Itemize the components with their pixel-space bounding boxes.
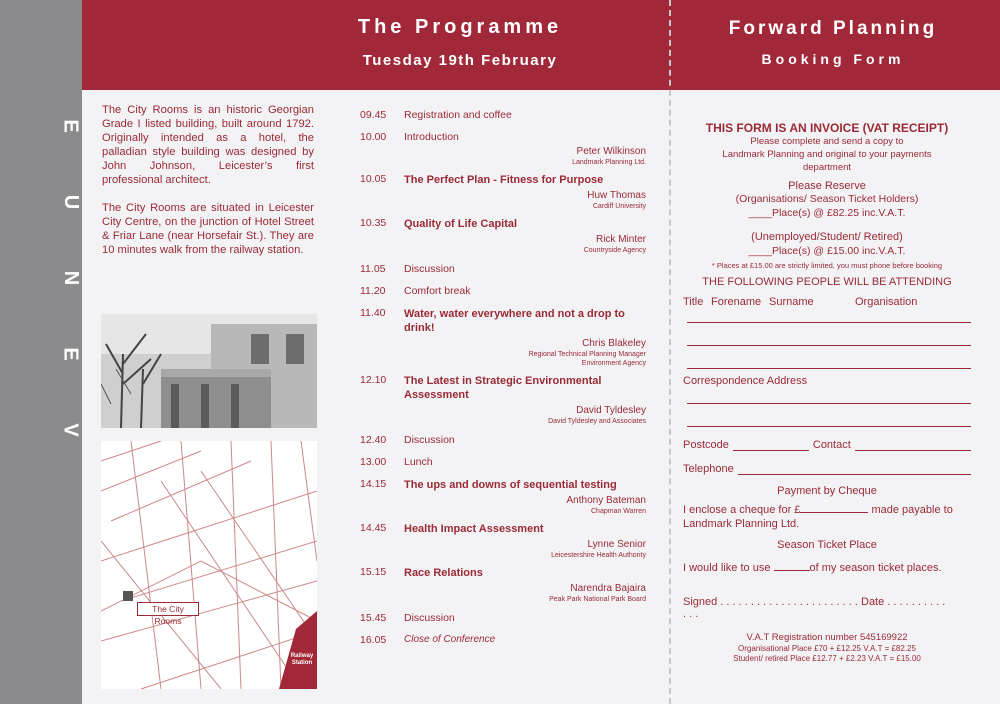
item-title: Discussion — [404, 434, 455, 446]
venue-letter: V — [60, 423, 82, 437]
item-time: 12.10 — [360, 374, 387, 386]
invoice-note: Please complete and send a copy to — [750, 136, 904, 147]
cheque-text: made payable to — [871, 504, 953, 516]
item-title: Race Relations — [404, 567, 483, 579]
programme-item — [360, 131, 646, 167]
map-station-label — [288, 653, 316, 667]
attendee-line[interactable] — [687, 345, 971, 346]
programme-list — [360, 109, 646, 654]
item-title: Discussion — [404, 263, 455, 275]
programme-item — [360, 217, 646, 255]
payment-heading: Payment by Cheque — [777, 485, 877, 497]
col-surname: Surname — [769, 296, 814, 308]
venue-strip — [0, 0, 82, 704]
signed-field[interactable]: Signed . . . . . . . . . . . . . . . . . . . . . . . . . . — [683, 596, 858, 620]
item-time: 15.15 — [360, 566, 387, 578]
item-speaker: Chris Blakeley — [582, 338, 646, 349]
item-time: 10.35 — [360, 217, 387, 229]
programme-item — [360, 612, 646, 624]
programme-item — [360, 566, 646, 604]
item-speaker: Rick Minter — [595, 234, 646, 245]
header-band — [82, 0, 1000, 90]
correspondence-label: Correspondence Address — [683, 375, 808, 387]
col-organisation: Organisation — [855, 296, 918, 308]
item-speaker: Narendra Bajaira — [570, 583, 646, 594]
programme-item — [360, 456, 646, 468]
map-city-rooms-label: The City Rooms — [137, 602, 199, 616]
reserve-orgs-place[interactable]: ____Place(s) @ £82.25 inc.V.A.T. — [748, 207, 906, 219]
season-line — [683, 561, 971, 574]
city-rooms-photo — [101, 314, 317, 428]
tear-off-divider — [669, 0, 671, 704]
item-time: 14.45 — [360, 522, 387, 534]
programme-title: The Programme — [357, 16, 563, 38]
telephone-field[interactable] — [738, 465, 971, 475]
item-title: The Latest in Strategic Environmental Assessment — [404, 375, 602, 401]
telephone-label: Telephone — [683, 463, 734, 475]
item-time: 15.45 — [360, 612, 387, 624]
item-affiliation: Chapman Warren — [591, 508, 646, 515]
location-map — [101, 441, 317, 689]
item-affiliation: Peak Park National Park Board — [549, 596, 646, 603]
item-affiliation: Cardiff University — [592, 203, 646, 210]
programme-item — [360, 522, 646, 560]
cheque-payee: Landmark Planning Ltd. — [683, 518, 800, 530]
programme-item — [360, 478, 646, 516]
item-time: 13.00 — [360, 456, 387, 468]
contact-label: Contact — [812, 439, 851, 451]
attendee-line[interactable] — [687, 322, 971, 323]
places-note: * Places at £15.00 are strictly limited, you must phone before booking — [711, 261, 943, 270]
col-title: Title — [683, 296, 704, 308]
item-title: Comfort break — [404, 285, 471, 297]
cheque-text: I enclose a cheque for £ — [683, 504, 801, 516]
item-time: 16.05 — [360, 634, 387, 646]
item-time: 10.00 — [360, 131, 387, 143]
item-speaker: Anthony Bateman — [566, 495, 646, 506]
station-line: Railway — [290, 653, 314, 659]
item-affiliation: Countryside Agency — [583, 247, 646, 254]
programme-item — [360, 434, 646, 446]
postcode-label: Postcode — [683, 439, 729, 451]
date-field[interactable]: Date . . . . . . . . . . — [861, 596, 946, 608]
item-title: Introduction — [404, 131, 459, 143]
venue-letter: E — [60, 347, 82, 361]
venue-vertical-heading — [33, 88, 82, 468]
col-forename: Forename — [711, 296, 762, 308]
item-time: 09.45 — [360, 109, 387, 121]
item-title: The ups and downs of sequential testing — [404, 479, 617, 491]
address-line[interactable] — [687, 426, 971, 427]
item-time: 14.15 — [360, 478, 387, 490]
programme-item — [360, 109, 646, 121]
attending-heading: THE FOLLOWING PEOPLE WILL BE ATTENDING — [702, 276, 952, 288]
address-line[interactable] — [687, 403, 971, 404]
venue-description — [102, 103, 314, 271]
item-title: Close of Conference — [404, 634, 496, 645]
telephone-row — [683, 463, 971, 475]
item-title: Water, water everywhere and not a drop to drink! — [404, 308, 625, 334]
item-affiliation: David Tyldesley and Associates — [548, 418, 646, 425]
attendee-line[interactable] — [687, 368, 971, 369]
item-affiliation: Leicestershire Health Authority — [551, 552, 646, 559]
invoice-heading: THIS FORM IS AN INVOICE (VAT RECEIPT) — [705, 121, 949, 135]
booking-title: Forward Planning — [728, 18, 938, 39]
item-title: Quality of Life Capital — [404, 218, 518, 230]
signature-row — [683, 596, 971, 620]
reserve-unemployed: (Unemployed/Student/ Retired) — [751, 231, 903, 243]
building-photo-illustration — [101, 314, 317, 428]
programme-item — [360, 374, 646, 426]
vat-registration: V.A.T Registration number 545169922 — [746, 632, 908, 643]
reserve-heading: Please Reserve — [788, 180, 866, 192]
item-affiliation: Regional Technical Planning Manager — [528, 351, 646, 358]
venue-letter: N — [59, 270, 82, 286]
reserve-unemployed-place[interactable]: ____Place(s) @ £15.00 inc.V.A.T. — [748, 245, 906, 257]
programme-date: Tuesday 19th February — [362, 52, 558, 69]
item-speaker: Huw Thomas — [587, 190, 646, 201]
postcode-field[interactable] — [733, 441, 809, 451]
venue-paragraph: The City Rooms are situated in Leicester City Centre, on the junction of Hotel Street & Friar Lane (near Horsefair St.). They are 10 minutes walk from the railway station. — [102, 202, 314, 256]
item-affiliation: Environment Agency — [581, 360, 646, 367]
item-title: Health Impact Assessment — [404, 523, 544, 535]
item-time: 12.40 — [360, 434, 387, 446]
vat-student-place: Student/ retired Place £12.77 + £2.23 V.A.T = £15.00 — [733, 654, 921, 663]
street-map-illustration — [101, 441, 317, 689]
season-text: of my season ticket places. — [809, 562, 942, 574]
item-title: Registration and coffee — [404, 109, 512, 121]
invoice-note: Landmark Planning and original to your payments — [722, 149, 932, 160]
invoice-note: department — [802, 162, 852, 173]
item-speaker: David Tyldesley — [576, 405, 646, 416]
item-time: 11.40 — [360, 307, 386, 319]
programme-item — [360, 285, 646, 297]
vat-org-place: Organisational Place £70 + £12.25 V.A.T = £82.25 — [738, 644, 916, 653]
season-heading: Season Ticket Place — [777, 539, 877, 551]
programme-item — [360, 634, 646, 646]
venue-letter: U — [59, 194, 82, 210]
station-line: Station — [291, 660, 313, 666]
contact-field[interactable] — [855, 441, 971, 451]
item-time: 11.20 — [360, 285, 386, 297]
programme-item — [360, 263, 646, 275]
venue-paragraph: The City Rooms is an historic Georgian Grade I listed building, built around 1792. Originally intended as a hotel, the palladian style building was designed by John Johnson, Leicester’s first professional architect. — [102, 104, 314, 186]
item-speaker: Lynne Senior — [587, 539, 646, 550]
cheque-amount-field[interactable] — [800, 503, 868, 513]
item-title: Lunch — [404, 456, 433, 468]
programme-item — [360, 173, 646, 211]
item-affiliation: Landmark Planning Ltd. — [572, 159, 646, 166]
venue-letter: E — [60, 119, 82, 133]
item-time: 10.05 — [360, 173, 387, 185]
booking-form — [683, 121, 971, 664]
season-places-field[interactable] — [774, 561, 810, 571]
postcode-contact-row — [683, 439, 971, 451]
reserve-orgs: (Organisations/ Season Ticket Holders) — [735, 193, 919, 205]
season-text: I would like to use — [683, 562, 771, 574]
item-speaker: Peter Wilkinson — [576, 146, 646, 157]
cheque-line — [683, 503, 971, 517]
item-title: The Perfect Plan - Fitness for Purpose — [404, 174, 604, 186]
item-time: 11.05 — [360, 263, 386, 275]
item-title: Discussion — [404, 612, 455, 624]
booking-subtitle: Booking Form — [761, 51, 905, 67]
programme-item — [360, 307, 646, 368]
attendee-columns — [683, 296, 971, 308]
